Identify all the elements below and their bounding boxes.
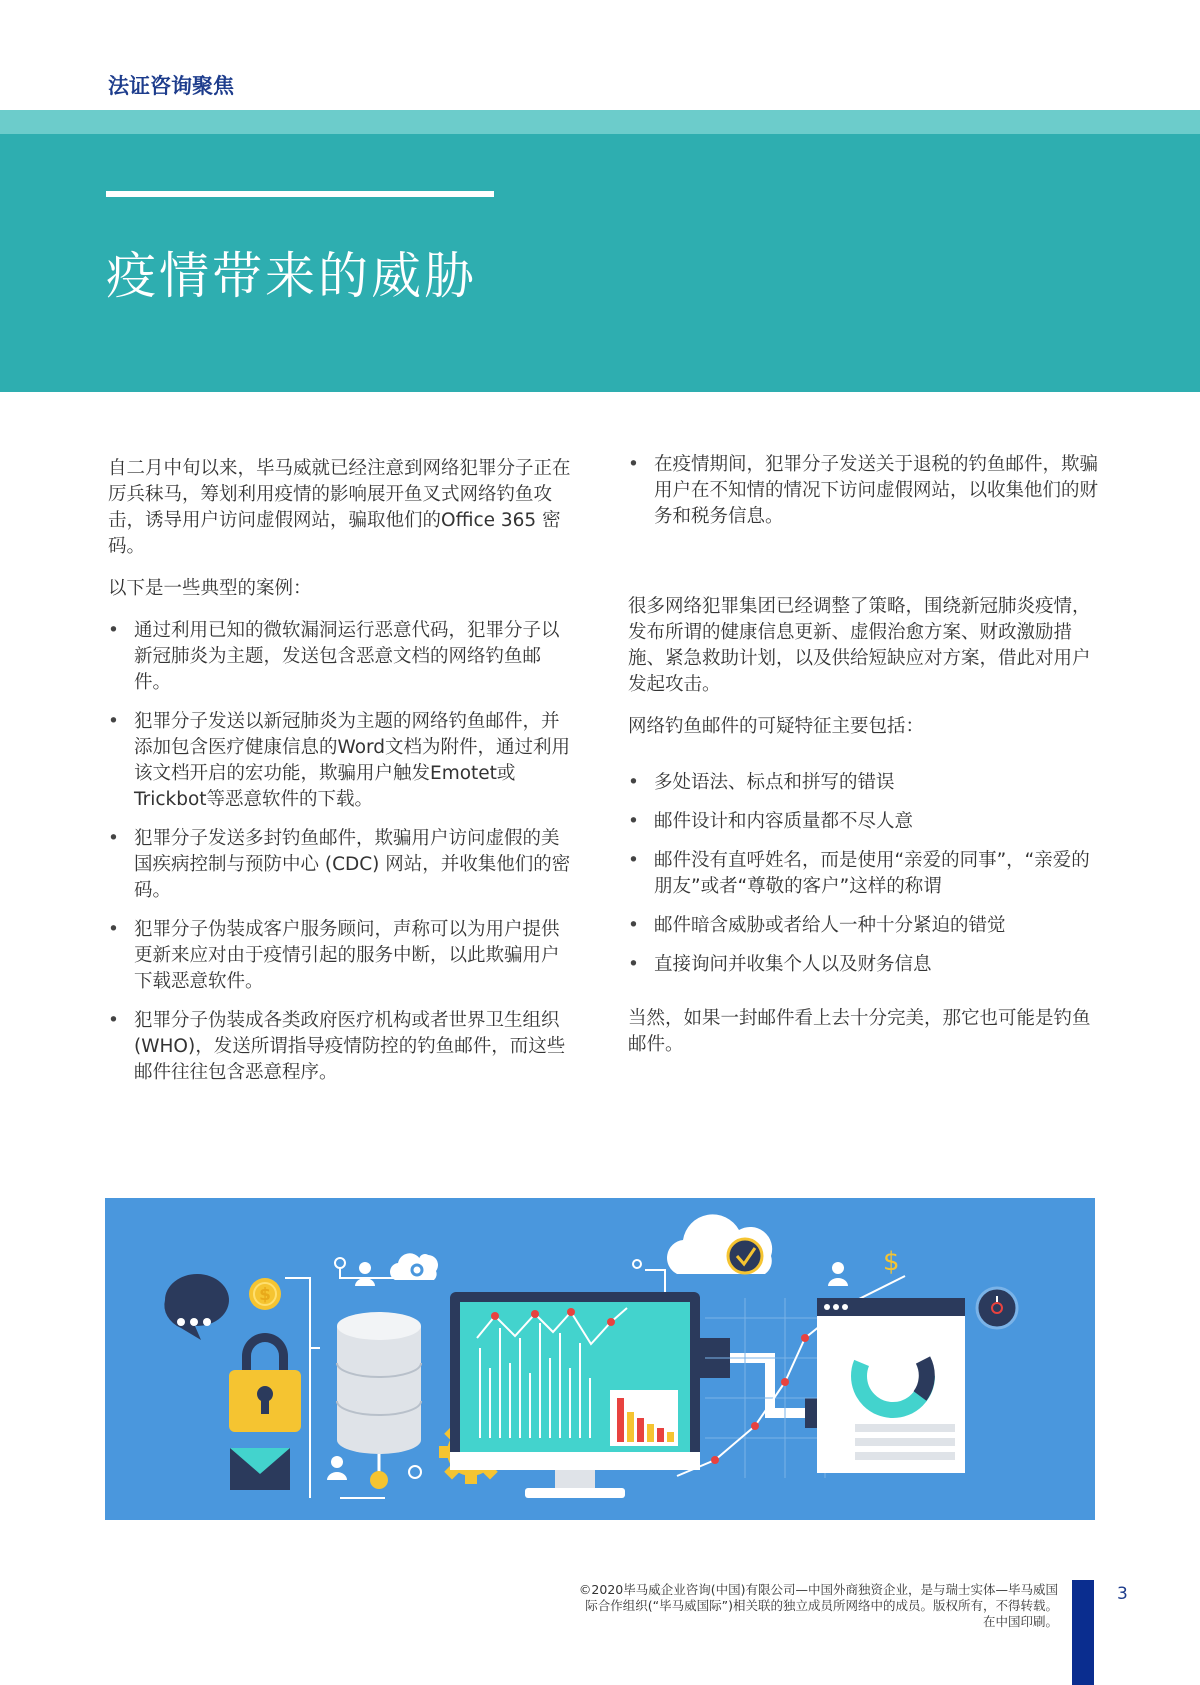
closing-paragraph: 当然，如果一封邮件看上去十分完美，那它也可能是钓鱼邮件。: [628, 1008, 1091, 1055]
page-title: 疫情带来的威胁: [106, 247, 477, 305]
dollar-coin-icon: [249, 1278, 281, 1310]
list-item: • 邮件暗含威胁或者给人一种十分紧迫的错觉: [628, 913, 1098, 939]
left-column: [108, 456, 575, 1099]
footer-line: 在中国印刷。: [982, 1614, 1058, 1629]
list-item: • 通过利用已知的微软漏洞运行恶意代码，犯罪分子以新冠肺炎为主题，发送包含恶意文档的网络钓鱼邮件。: [108, 618, 575, 696]
list-item: • 犯罪分子发送以新冠肺炎为主题的网络钓鱼邮件，并添加包含医疗健康信息的Word文档为附件，通过利用该文档开启的宏功能，欺骗用户触发Emotet或Trickbot等恶意软件的下载。: [108, 709, 575, 813]
features-list: [628, 770, 1098, 978]
list-item: • 直接询问并收集个人以及财务信息: [628, 952, 1098, 978]
browser-window-icon: [817, 1298, 965, 1473]
examples-lead: 以下是一些典型的案例：: [108, 578, 312, 599]
monitor-chart-icon: [450, 1292, 700, 1498]
svg-text:$: $: [259, 1285, 271, 1305]
examples-list: [108, 618, 575, 1086]
list-item: • 多处语法、标点和拼写的错误: [628, 770, 1098, 796]
intro-paragraph: 自二月中旬以来，毕马威就已经注意到网络犯罪分子正在厉兵秣马，筹划利用疫情的影响展开鱼叉式网络钓鱼攻击，诱导用户访问虚假网站，骗取他们的Office 365 密码。: [108, 458, 571, 557]
list-item: • 犯罪分子伪装成客户服务顾问，声称可以为用户提供更新来应对由于疫情引起的服务中断，以此欺骗用户下载恶意软件。: [108, 917, 575, 995]
list-item: • 邮件没有直呼姓名，而是使用“亲爱的同事”，“亲爱的朋友”或者“尊敬的客户”这样的称谓: [628, 848, 1098, 900]
tax-refund-list: [628, 452, 1098, 530]
title-rule: [106, 191, 494, 197]
right-column: [628, 452, 1098, 1074]
features-lead: 网络钓鱼邮件的可疑特征主要包括：: [628, 716, 925, 737]
list-item: • 犯罪分子发送多封钓鱼邮件，欺骗用户访问虚假的美国疾病控制与预防中心 (CDC) 网站，并收集他们的密码。: [108, 826, 575, 904]
compass-icon: [977, 1288, 1017, 1328]
envelope-icon: [230, 1448, 290, 1490]
page-number: 3: [1117, 1584, 1128, 1604]
footer-accent-bar: [1072, 1580, 1094, 1685]
cyber-illustration: [105, 1198, 1095, 1520]
list-item: • 在疫情期间，犯罪分子发送关于退税的钓鱼邮件，欺骗用户在不知情的情况下访问虚假网站，以收集他们的财务和税务信息。: [628, 452, 1098, 530]
section-label: 法证咨询聚焦: [108, 74, 234, 98]
footer-line: 际合作组织(“毕马威国际”)相关联的独立成员所网络中的成员。版权所有，不得转载。: [585, 1598, 1058, 1613]
dollar-sign-icon: $: [883, 1247, 900, 1277]
footer-line: ©2020毕马威企业咨询(中国)有限公司—中国外商独资企业，是与瑞士实体—毕马威国: [578, 1582, 1058, 1597]
strategy-paragraph: 很多网络犯罪集团已经调整了策略，围绕新冠肺炎疫情，发布所谓的健康信息更新、虚假治愈方案、财政激励措施、紧急救助计划，以及供给短缺应对方案，借此对用户发起攻击。: [628, 596, 1091, 695]
list-item: • 邮件设计和内容质量都不尽人意: [628, 809, 1098, 835]
list-item: • 犯罪分子伪装成各类政府医疗机构或者世界卫生组织 (WHO)，发送所谓指导疫情防控的钓鱼邮件，而这些邮件往往包含恶意程序。: [108, 1008, 575, 1086]
footer-copyright: [520, 1582, 1058, 1630]
header-band-light: [0, 110, 1200, 134]
